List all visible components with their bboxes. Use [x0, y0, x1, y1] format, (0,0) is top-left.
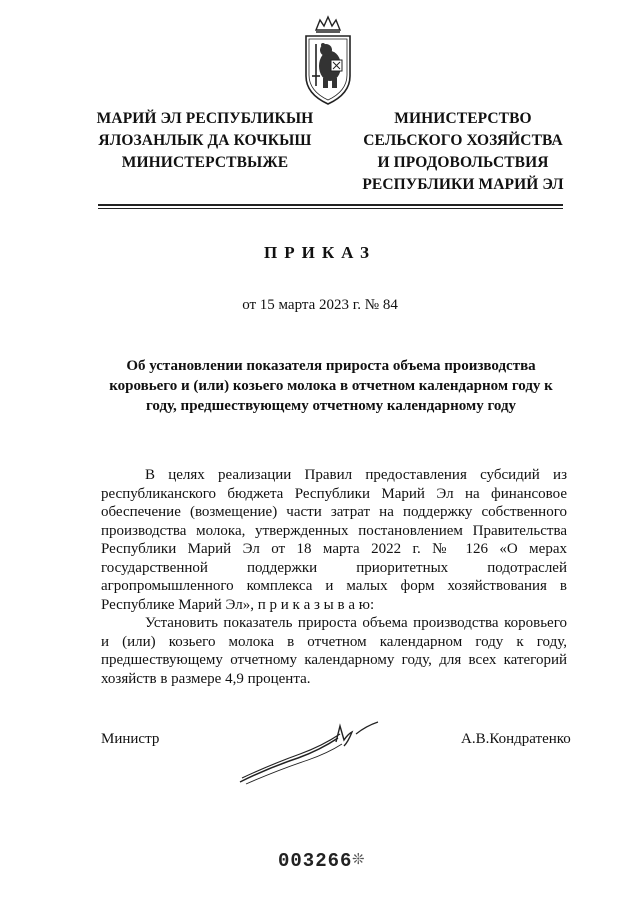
header-divider-thin — [98, 208, 563, 209]
document-date-number: от 15 марта 2023 г. № 84 — [242, 297, 398, 313]
document-subject: Об установлении показателя прироста объема производства коровьего и (или) козьего молока в отчетном календарном году к году, предшествующему отчетному календарному году — [109, 358, 553, 414]
document-title: ПРИКАЗ — [264, 243, 376, 262]
header-right-line: И ПРОДОВОЛЬСТВИЯ — [377, 154, 549, 171]
header-divider — [98, 204, 563, 206]
handwritten-signature — [228, 716, 388, 788]
coat-of-arms-emblem — [300, 14, 356, 108]
ministry-name-mari — [96, 108, 314, 174]
header-left-line: МИНИСТЕРСТВЫЖЕ — [121, 154, 289, 171]
header-left-line: ЯЛОЗАНЛЫК ДА КОЧКЫШ — [98, 132, 312, 149]
header-right-line: РЕСПУБЛИКИ МАРИЙ ЭЛ — [362, 176, 564, 193]
ministry-name-russian — [360, 108, 566, 196]
body-paragraph: В целях реализации Правил предоставления субсидий из республиканского бюджета Республики Марий Эл на финансовое обеспечение (возмещение) части затрат на поддержку собственного производства молока, утвержденных постановлением Правительства Республики Марий Эл от 18 марта 2022 г. № 126 «О мерах государственной поддержки приоритетных подотраслей агропромышленного комплекса и малых форм хозяйствования в Республике Марий Эл», п р и к а з ы в а ю: — [101, 467, 567, 613]
header-left-line: МАРИЙ ЭЛ РЕСПУБЛИКЫН — [96, 110, 314, 127]
body-paragraph: Установить показатель прироста объема производства коровьего и (или) козьего молока в отчетном календарном году к году, предшествующему отчетному календарному году, для всех категорий хозяйств в размере 4,9 процента. — [101, 615, 567, 687]
header-right-line: СЕЛЬСКОГО ХОЗЯЙСТВА — [363, 132, 563, 149]
header-right-line: МИНИСТЕРСТВО — [394, 110, 532, 127]
registration-number: 003266 — [278, 850, 353, 872]
signatory-name: А.В.Кондратенко — [461, 731, 571, 747]
document-body — [101, 466, 567, 688]
signatory-position: Министр — [101, 731, 160, 747]
asterisk-mark-icon: ❊ — [352, 852, 365, 868]
